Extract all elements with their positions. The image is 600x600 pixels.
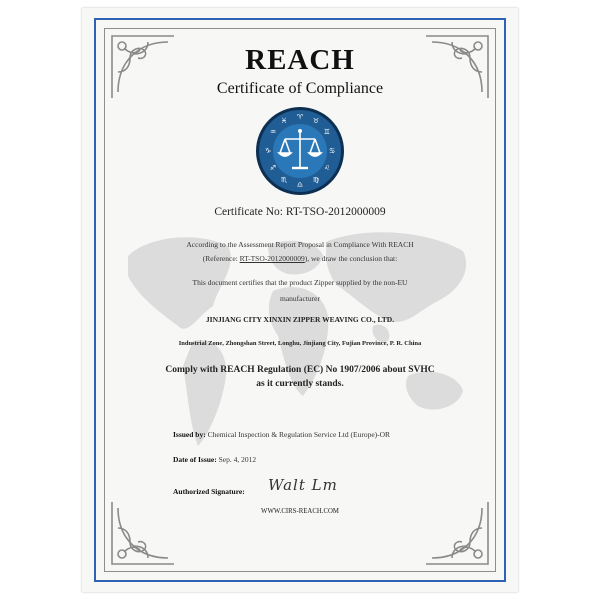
svg-text:♏: ♏ (280, 176, 288, 184)
svg-text:♓: ♓ (280, 117, 288, 125)
svg-text:♎: ♎ (296, 181, 304, 189)
assessment-text: According to the Assessment Report Proposal in Compliance With REACH (186, 240, 414, 249)
svg-text:♋: ♋ (328, 147, 336, 155)
svg-text:♌: ♌ (323, 164, 331, 172)
svg-text:♊: ♊ (323, 128, 331, 136)
signature: Walt Lm (268, 476, 338, 494)
certifies-text-2: manufacturer (280, 294, 320, 303)
svg-text:♑: ♑ (264, 147, 272, 155)
svg-text:♈: ♈ (296, 113, 304, 121)
company-address: Industrial Zone, Zhongshan Street, Longhu, Jinjiang City, Fujian Province, P. R. China (178, 340, 422, 347)
svg-text:♐: ♐ (269, 164, 277, 172)
svg-text:♍: ♍ (312, 176, 320, 184)
company-name: JINJIANG CITY XINXIN ZIPPER WEAVING CO., LTD. (205, 315, 395, 324)
reference-line: (Reference: RT-TSO-2012000009), we draw the conclusion that: (202, 254, 398, 263)
compliance-statement: Comply with REACH Regulation (EC) No 1907/2006 about SVHC as it currently stands. (165, 365, 435, 389)
certificate-subtitle: Certificate of Compliance (216, 80, 384, 97)
certificate-title: REACH (245, 44, 355, 76)
website-link[interactable]: WWW.CIRS-REACH.COM (261, 508, 339, 515)
certifies-text: This document certifies that the product Zipper supplied by the non-EU (192, 278, 408, 287)
scales-of-justice-icon (255, 106, 345, 196)
svg-text:♒: ♒ (269, 128, 277, 136)
issued-by: Issued by: Chemical Inspection & Regulation Service Ltd (Europe)-OR (173, 430, 391, 439)
date-of-issue: Date of Issue: Sep. 4, 2012 (173, 455, 257, 464)
svg-text:♉: ♉ (312, 117, 320, 125)
certificate-number: Certificate No: RT-TSO-2012000009 (214, 206, 386, 218)
reference-link[interactable]: RT-TSO-2012000009 (239, 254, 305, 263)
authorized-signature-label: Authorized Signature: (173, 487, 245, 496)
